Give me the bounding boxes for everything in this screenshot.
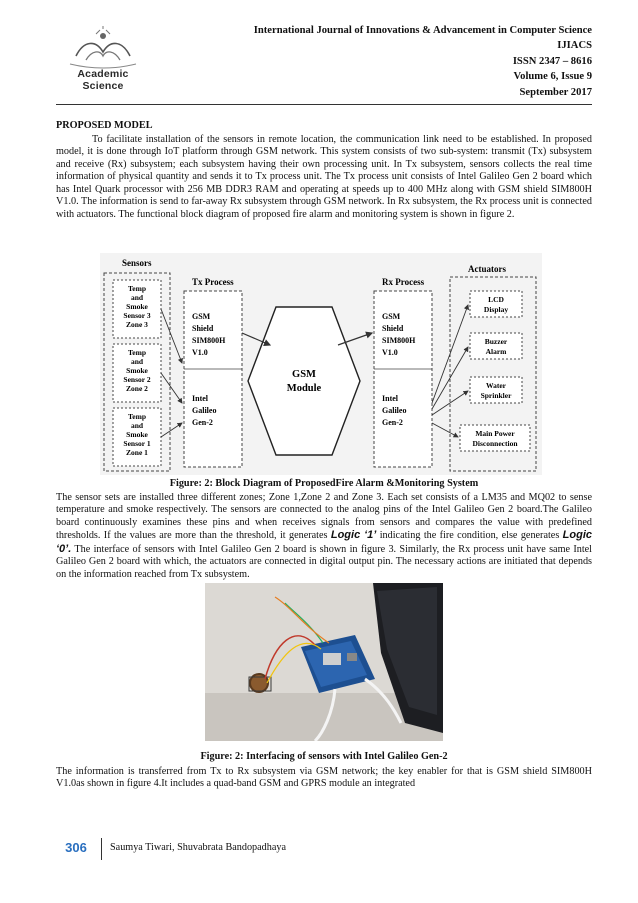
svg-text:SIM800H: SIM800H: [192, 336, 226, 345]
gsm-module-hexagon: [248, 307, 360, 455]
svg-text:Sensor 1: Sensor 1: [123, 439, 151, 448]
svg-text:Sensor 3: Sensor 3: [123, 311, 151, 320]
svg-text:SIM800H: SIM800H: [382, 336, 416, 345]
svg-text:Shield: Shield: [382, 324, 404, 333]
journal-abbrev: IJIACS: [557, 40, 592, 52]
svg-text:Water: Water: [486, 381, 506, 390]
logic-1-text: Logic ‘1’: [330, 529, 377, 542]
svg-text:Display: Display: [483, 305, 509, 314]
svg-text:Gen-2: Gen-2: [382, 418, 403, 427]
logo-text: Academic Science: [77, 68, 129, 92]
actuator-lcd-display: [470, 291, 522, 317]
journal-date: September 2017: [519, 86, 592, 98]
sensor-box-zone-1: [113, 408, 161, 466]
svg-text:Smoke: Smoke: [126, 430, 148, 439]
svg-text:Zone 3: Zone 3: [126, 320, 148, 329]
svg-text:Alarm: Alarm: [485, 347, 507, 356]
paragraph-2: The sensor sets are installed three different zones; Zone 1,Zone 2 and Zone 3. Each set consists of a LM35 and MQ02 to sense temperature and smoke respectively. The sensors are connected to the analog pins of the Intel Galileo Gen 2 board.The Galileo board continuously examines these pins and when receives signals from sensors and compares the value with predefined thresholds. If the values are more than the threshold, it generates Logic ‘1’ indicating the fire condition, else generates Logic ‘0’. The interface of sensors with Intel Galileo Gen 2 board is shown in figure 3. Similarly, the Rx process unit have same Intel Galileo Gen 2 board with which, the actuators are connected in digital output pin. The necessary actions are initiated that depends on the information reached from Tx subsystem.: [56, 492, 593, 580]
svg-text:and: and: [130, 421, 144, 430]
svg-text:Temp: Temp: [127, 412, 147, 421]
actuator-buzzer-alarm: [470, 333, 522, 359]
svg-text:Zone 2: Zone 2: [126, 384, 148, 393]
paragraph-1: To facilitate installation of the sensors in remote location, the communication link need to be established. In proposed model, it is done through IoT platform through GSM network. This system consists of two sub-system: transmit (Tx) subsystem and receive (Rx) subsystem; each subsystem having their own processing unit. In Tx subsystem, sensors collects the real time information of physical quantity and sends it to Tx process unit. The Tx process unit consists of Intel Galileo Gen 2 board which has Intel Quark processor with 256 MB DDR3 RAM and operating at speeds up to 400 MHz along with GSM shield SIM800H V1.0. The information is send to far-away Rx subsystem through GSM network. In Rx subsystem, the Rx process unit is connected with actuators. The functional block diagram of proposed fire alarm and monitoring system is shown in figure 2.: [56, 134, 592, 220]
svg-text:Temp: Temp: [127, 348, 147, 357]
sensors-label: Sensors: [122, 258, 152, 268]
svg-text:Zone 1: Zone 1: [126, 448, 148, 457]
actuator-water-sprinkler: [470, 377, 522, 403]
svg-text:Smoke: Smoke: [126, 302, 148, 311]
svg-text:Disconnection: Disconnection: [472, 439, 518, 448]
svg-text:Smoke: Smoke: [126, 366, 148, 375]
gsm-module-label: GSM: [292, 369, 316, 380]
svg-text:Buzzer: Buzzer: [484, 337, 508, 346]
rx-process-label: Rx Process: [382, 277, 425, 287]
svg-text:GSM: GSM: [382, 312, 401, 321]
section-title: PROPOSED MODEL: [56, 120, 153, 131]
footer-authors: Saumya Tiwari, Shuvabrata Bandopadhaya: [110, 842, 286, 853]
footer-divider: [101, 838, 102, 860]
sensor-box-zone-2: [113, 344, 161, 402]
svg-text:V1.0: V1.0: [382, 348, 398, 357]
journal-issn: ISSN 2347 – 8616: [512, 55, 592, 67]
svg-text:Galileo: Galileo: [382, 406, 407, 415]
journal-header: [254, 23, 592, 100]
svg-text:Temp: Temp: [127, 284, 147, 293]
svg-text:Intel: Intel: [382, 394, 398, 403]
gsm-module-label-2: Module: [286, 383, 322, 394]
svg-text:Intel: Intel: [192, 394, 208, 403]
svg-text:and: and: [130, 357, 144, 366]
svg-text:LCD: LCD: [488, 295, 504, 304]
figure-3-caption: Figure: 2: Interfacing of sensors with Intel Galileo Gen-2: [200, 751, 448, 762]
svg-text:Sprinkler: Sprinkler: [480, 391, 512, 400]
sensor-box-zone-3: [113, 280, 161, 338]
sensor-interface-photo: [205, 583, 443, 741]
svg-text:Shield: Shield: [192, 324, 214, 333]
paragraph-3: The information is transferred from Tx to Rx subsystem via GSM network; the key enabler for that is GSM shield SIM800H V1.0as shown in figure 4.It includes a quad-band GSM and GPRS module an integrated: [56, 766, 592, 790]
logic-0-text: Logic ‘0’.: [56, 529, 593, 555]
actuators-label: Actuators: [468, 264, 506, 274]
page-number: 306: [65, 840, 87, 855]
figure-2-caption: Figure: 2: Block Diagram of ProposedFire Alarm &Monitoring System: [169, 478, 479, 489]
journal-volume: Volume 6, Issue 9: [513, 71, 592, 83]
svg-text:GSM: GSM: [192, 312, 211, 321]
svg-text:Main Power: Main Power: [475, 429, 515, 438]
svg-text:V1.0: V1.0: [192, 348, 208, 357]
actuator-main-power-disconnection: [460, 425, 530, 451]
svg-text:Gen-2: Gen-2: [192, 418, 213, 427]
block-diagram: [100, 253, 542, 475]
svg-text:and: and: [130, 293, 144, 302]
svg-text:Sensor 2: Sensor 2: [123, 375, 151, 384]
academic-science-logo: [56, 26, 150, 92]
journal-title: International Journal of Innovations & Advancement in Computer Science: [253, 25, 592, 36]
tx-process-label: Tx Process: [192, 277, 234, 287]
header-rule: [56, 104, 592, 105]
svg-text:Galileo: Galileo: [192, 406, 217, 415]
logo-emblem-icon: [56, 26, 150, 70]
